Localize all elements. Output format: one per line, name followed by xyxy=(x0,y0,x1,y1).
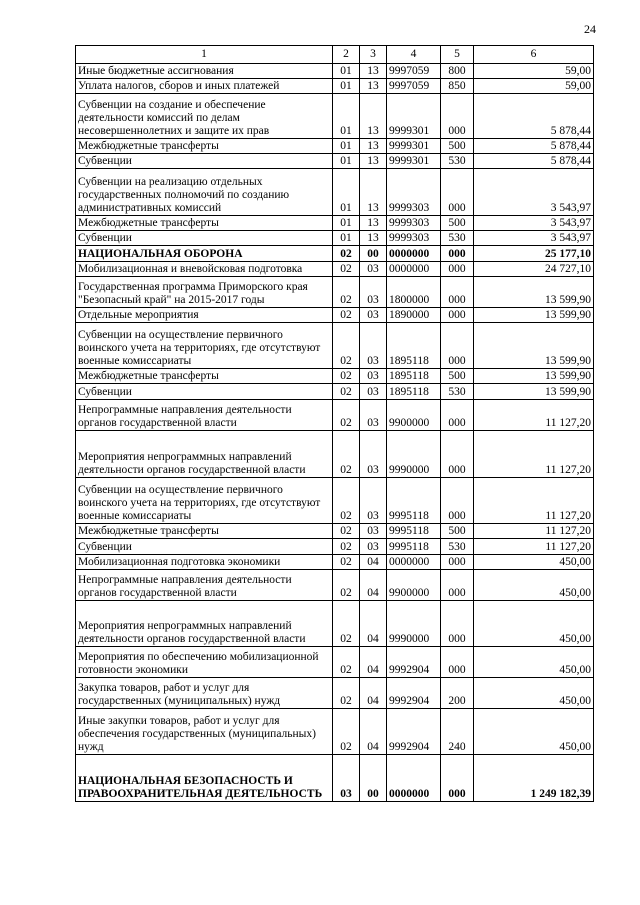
row-name: НАЦИОНАЛЬНАЯ ОБОРОНА xyxy=(76,246,333,262)
budget-table xyxy=(75,45,594,802)
row-section: 01 xyxy=(333,64,360,79)
row-section: 02 xyxy=(333,555,360,570)
row-target-item: 0000000 xyxy=(387,755,441,802)
row-target-item: 0000000 xyxy=(387,246,441,262)
row-section: 01 xyxy=(333,94,360,139)
row-name: Межбюджетные трансферты xyxy=(76,369,333,384)
row-subsection: 03 xyxy=(360,277,387,308)
row-expense-type: 000 xyxy=(441,262,474,277)
row-name: Мобилизационная подготовка экономики xyxy=(76,555,333,570)
table-row xyxy=(76,478,594,524)
page-number: 24 xyxy=(584,22,596,36)
row-amount: 5 878,44 xyxy=(474,139,594,154)
row-subsection: 04 xyxy=(360,647,387,678)
row-target-item: 9900000 xyxy=(387,400,441,431)
row-target-item: 9990000 xyxy=(387,601,441,647)
row-target-item: 0000000 xyxy=(387,262,441,277)
header-cell: 2 xyxy=(333,46,360,64)
row-name: Субвенции на создание и обеспечение деятельности комиссий по делам несовершеннолетних и защите их прав xyxy=(76,94,333,139)
row-subsection: 03 xyxy=(360,369,387,384)
row-expense-type: 000 xyxy=(441,478,474,524)
row-target-item: 9992904 xyxy=(387,709,441,755)
row-amount: 25 177,10 xyxy=(474,246,594,262)
row-subsection: 03 xyxy=(360,539,387,555)
row-target-item: 9999303 xyxy=(387,169,441,216)
table-row xyxy=(76,246,594,262)
row-name: Государственная программа Приморского края "Безопасный край" на 2015-2017 годы xyxy=(76,277,333,308)
row-target-item: 9999301 xyxy=(387,139,441,154)
row-amount: 1 249 182,39 xyxy=(474,755,594,802)
table-row xyxy=(76,154,594,169)
table-row xyxy=(76,169,594,216)
table-row xyxy=(76,709,594,755)
row-name: Иные закупки товаров, работ и услуг для обеспечения государственных (муниципальных) нужд xyxy=(76,709,333,755)
row-target-item: 9992904 xyxy=(387,647,441,678)
row-section: 02 xyxy=(333,323,360,369)
row-target-item: 9992904 xyxy=(387,678,441,709)
row-subsection: 03 xyxy=(360,262,387,277)
row-target-item: 9997059 xyxy=(387,64,441,79)
row-name: Субвенции на реализацию отдельных государственных полномочий по созданию административных комиссий xyxy=(76,169,333,216)
budget-table-body xyxy=(76,46,594,802)
table-row xyxy=(76,216,594,231)
row-amount: 3 543,97 xyxy=(474,231,594,246)
row-amount: 11 127,20 xyxy=(474,478,594,524)
row-amount: 5 878,44 xyxy=(474,154,594,169)
row-target-item: 9999303 xyxy=(387,231,441,246)
header-cell: 6 xyxy=(474,46,594,64)
row-target-item: 1895118 xyxy=(387,369,441,384)
row-name: Межбюджетные трансферты xyxy=(76,216,333,231)
table-row xyxy=(76,384,594,400)
row-section: 01 xyxy=(333,139,360,154)
row-subsection: 13 xyxy=(360,169,387,216)
row-name: Закупка товаров, работ и услуг для государственных (муниципальных) нужд xyxy=(76,678,333,709)
row-expense-type: 000 xyxy=(441,755,474,802)
row-name: Мероприятия непрограммных направлений деятельности органов государственной власти xyxy=(76,431,333,478)
table-row xyxy=(76,601,594,647)
table-row xyxy=(76,262,594,277)
table-row xyxy=(76,555,594,570)
row-expense-type: 530 xyxy=(441,231,474,246)
row-amount: 13 599,90 xyxy=(474,369,594,384)
row-subsection: 13 xyxy=(360,79,387,94)
row-expense-type: 500 xyxy=(441,369,474,384)
row-subsection: 00 xyxy=(360,246,387,262)
table-row xyxy=(76,64,594,79)
row-section: 02 xyxy=(333,262,360,277)
row-section: 03 xyxy=(333,755,360,802)
row-expense-type: 000 xyxy=(441,246,474,262)
table-row xyxy=(76,755,594,802)
row-amount: 450,00 xyxy=(474,647,594,678)
row-name: Непрограммные направления деятельности органов государственной власти xyxy=(76,400,333,431)
row-amount: 13 599,90 xyxy=(474,277,594,308)
row-expense-type: 000 xyxy=(441,647,474,678)
row-subsection: 04 xyxy=(360,601,387,647)
row-name: Субвенции xyxy=(76,231,333,246)
row-target-item: 1890000 xyxy=(387,308,441,323)
row-section: 01 xyxy=(333,216,360,231)
row-amount: 450,00 xyxy=(474,678,594,709)
row-amount: 450,00 xyxy=(474,555,594,570)
row-name: Мероприятия непрограммных направлений деятельности органов государственной власти xyxy=(76,601,333,647)
row-name: Субвенции xyxy=(76,384,333,400)
row-section: 02 xyxy=(333,524,360,539)
row-section: 02 xyxy=(333,308,360,323)
row-name: Мероприятия по обеспечению мобилизационной готовности экономики xyxy=(76,647,333,678)
table-row xyxy=(76,79,594,94)
row-amount: 450,00 xyxy=(474,709,594,755)
row-name: Межбюджетные трансферты xyxy=(76,139,333,154)
header-cell: 5 xyxy=(441,46,474,64)
row-subsection: 04 xyxy=(360,555,387,570)
row-subsection: 13 xyxy=(360,94,387,139)
row-subsection: 03 xyxy=(360,478,387,524)
row-expense-type: 500 xyxy=(441,139,474,154)
row-target-item: 9995118 xyxy=(387,539,441,555)
row-expense-type: 850 xyxy=(441,79,474,94)
row-section: 02 xyxy=(333,678,360,709)
row-subsection: 13 xyxy=(360,231,387,246)
header-cell: 4 xyxy=(387,46,441,64)
row-subsection: 13 xyxy=(360,64,387,79)
row-expense-type: 800 xyxy=(441,64,474,79)
row-section: 02 xyxy=(333,539,360,555)
row-amount: 59,00 xyxy=(474,64,594,79)
row-section: 02 xyxy=(333,570,360,601)
row-expense-type: 530 xyxy=(441,154,474,169)
table-row xyxy=(76,524,594,539)
row-target-item: 9999303 xyxy=(387,216,441,231)
row-expense-type: 500 xyxy=(441,524,474,539)
row-expense-type: 000 xyxy=(441,601,474,647)
row-section: 01 xyxy=(333,169,360,216)
row-name: Отдельные мероприятия xyxy=(76,308,333,323)
row-amount: 3 543,97 xyxy=(474,169,594,216)
table-row xyxy=(76,431,594,478)
row-subsection: 04 xyxy=(360,678,387,709)
row-subsection: 03 xyxy=(360,308,387,323)
row-target-item: 9995118 xyxy=(387,524,441,539)
row-target-item: 9990000 xyxy=(387,431,441,478)
row-subsection: 03 xyxy=(360,524,387,539)
row-subsection: 04 xyxy=(360,709,387,755)
row-subsection: 13 xyxy=(360,216,387,231)
row-amount: 59,00 xyxy=(474,79,594,94)
row-subsection: 03 xyxy=(360,323,387,369)
row-name: Уплата налогов, сборов и иных платежей xyxy=(76,79,333,94)
row-amount: 11 127,20 xyxy=(474,539,594,555)
row-expense-type: 000 xyxy=(441,277,474,308)
row-section: 02 xyxy=(333,601,360,647)
row-name: Иные бюджетные ассигнования xyxy=(76,64,333,79)
row-name: Субвенции на осуществление первичного воинского учета на территориях, где отсутствуют военные комиссариаты xyxy=(76,478,333,524)
header-cell: 3 xyxy=(360,46,387,64)
row-section: 02 xyxy=(333,369,360,384)
row-amount: 11 127,20 xyxy=(474,431,594,478)
row-subsection: 03 xyxy=(360,384,387,400)
table-row xyxy=(76,647,594,678)
row-expense-type: 000 xyxy=(441,169,474,216)
row-target-item: 1800000 xyxy=(387,277,441,308)
table-row xyxy=(76,369,594,384)
row-expense-type: 530 xyxy=(441,539,474,555)
row-target-item: 9900000 xyxy=(387,570,441,601)
row-expense-type: 000 xyxy=(441,555,474,570)
row-name: Субвенции на осуществление первичного воинского учета на территориях, где отсутствуют военные комиссариаты xyxy=(76,323,333,369)
row-target-item: 1895118 xyxy=(387,384,441,400)
table-row xyxy=(76,94,594,139)
row-name: Межбюджетные трансферты xyxy=(76,524,333,539)
table-row xyxy=(76,139,594,154)
row-expense-type: 000 xyxy=(441,308,474,323)
row-amount: 11 127,20 xyxy=(474,400,594,431)
row-target-item: 9999301 xyxy=(387,94,441,139)
table-row xyxy=(76,539,594,555)
row-amount: 13 599,90 xyxy=(474,323,594,369)
row-expense-type: 000 xyxy=(441,400,474,431)
table-row xyxy=(76,678,594,709)
table-row xyxy=(76,277,594,308)
row-expense-type: 530 xyxy=(441,384,474,400)
row-subsection: 13 xyxy=(360,154,387,169)
header-cell: 1 xyxy=(76,46,333,64)
row-section: 02 xyxy=(333,478,360,524)
table-row xyxy=(76,570,594,601)
row-amount: 13 599,90 xyxy=(474,384,594,400)
table-header-row xyxy=(76,46,594,64)
table-row xyxy=(76,231,594,246)
row-section: 01 xyxy=(333,154,360,169)
row-name: Мобилизационная и вневойсковая подготовка xyxy=(76,262,333,277)
row-target-item: 9995118 xyxy=(387,478,441,524)
row-section: 02 xyxy=(333,431,360,478)
row-amount: 11 127,20 xyxy=(474,524,594,539)
row-name: НАЦИОНАЛЬНАЯ БЕЗОПАСНОСТЬ И ПРАВООХРАНИТЕЛЬНАЯ ДЕЯТЕЛЬНОСТЬ xyxy=(76,755,333,802)
row-section: 01 xyxy=(333,231,360,246)
row-amount: 3 543,97 xyxy=(474,216,594,231)
row-expense-type: 240 xyxy=(441,709,474,755)
row-subsection: 13 xyxy=(360,139,387,154)
row-subsection: 04 xyxy=(360,570,387,601)
row-target-item: 9999301 xyxy=(387,154,441,169)
row-expense-type: 000 xyxy=(441,570,474,601)
row-subsection: 00 xyxy=(360,755,387,802)
row-expense-type: 000 xyxy=(441,431,474,478)
row-target-item: 0000000 xyxy=(387,555,441,570)
row-section: 02 xyxy=(333,647,360,678)
row-subsection: 03 xyxy=(360,431,387,478)
row-amount: 450,00 xyxy=(474,601,594,647)
row-expense-type: 000 xyxy=(441,323,474,369)
row-amount: 24 727,10 xyxy=(474,262,594,277)
row-target-item: 1895118 xyxy=(387,323,441,369)
row-subsection: 03 xyxy=(360,400,387,431)
row-target-item: 9997059 xyxy=(387,79,441,94)
row-amount: 13 599,90 xyxy=(474,308,594,323)
row-section: 01 xyxy=(333,79,360,94)
row-amount: 5 878,44 xyxy=(474,94,594,139)
row-name: Субвенции xyxy=(76,539,333,555)
row-section: 02 xyxy=(333,246,360,262)
row-expense-type: 200 xyxy=(441,678,474,709)
table-row xyxy=(76,323,594,369)
row-expense-type: 000 xyxy=(441,94,474,139)
row-name: Непрограммные направления деятельности органов государственной власти xyxy=(76,570,333,601)
row-section: 02 xyxy=(333,384,360,400)
row-amount: 450,00 xyxy=(474,570,594,601)
table-row xyxy=(76,308,594,323)
row-expense-type: 500 xyxy=(441,216,474,231)
row-section: 02 xyxy=(333,400,360,431)
row-name: Субвенции xyxy=(76,154,333,169)
table-row xyxy=(76,400,594,431)
row-section: 02 xyxy=(333,277,360,308)
row-section: 02 xyxy=(333,709,360,755)
